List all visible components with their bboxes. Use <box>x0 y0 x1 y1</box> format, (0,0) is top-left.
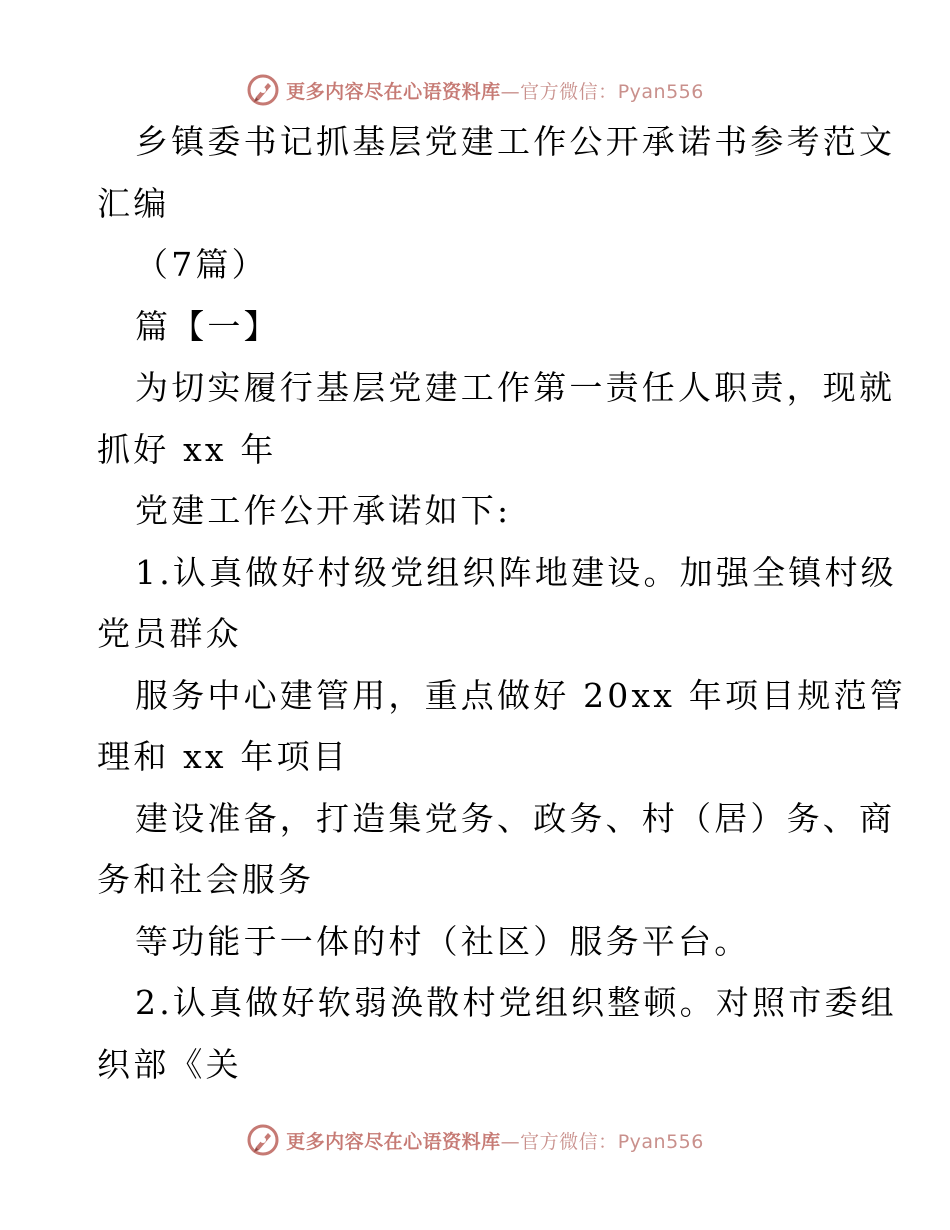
paragraph-line: 2.认真做好软弱涣散村党组织整顿。对照市委组 <box>135 983 897 1022</box>
paragraph-line: 服务中心建管用，重点做好 20xx 年项目规范管 <box>135 675 906 715</box>
paragraph-line: 抓好 xx 年 <box>97 429 277 469</box>
doc-title-line-1: 乡镇委书记抓基层党建工作公开承诺书参考范文 <box>135 122 896 161</box>
watermark-brand: 更多内容尽在心语资料库 <box>286 1130 501 1153</box>
paragraph-line: 为切实履行基层党建工作第一责任人职责，现就 <box>135 368 896 407</box>
paragraph-line: 党建工作公开承诺如下: <box>135 491 512 530</box>
doc-subtitle: （7篇） <box>135 245 268 284</box>
footer-watermark <box>0 1120 950 1160</box>
paragraph-line: 织部《关 <box>97 1044 242 1084</box>
watermark-wechat-label: 官方微信： <box>520 1130 618 1153</box>
paragraph-line: 等功能于一体的村（社区）服务平台。 <box>135 921 751 961</box>
watermark-wechat-label: 官方微信： <box>520 80 618 103</box>
paragraph-line: 理和 xx 年项目 <box>97 737 350 776</box>
watermark-text <box>286 77 704 104</box>
watermark-text <box>286 1127 704 1154</box>
doc-title-line-2: 汇编 <box>97 183 170 223</box>
watermark-brand: 更多内容尽在心语资料库 <box>286 80 501 103</box>
pen-logo-icon <box>246 73 280 107</box>
paragraph-line: 务和社会服务 <box>97 860 315 899</box>
watermark-dash: — <box>500 1130 521 1153</box>
pen-logo-icon <box>246 1123 280 1157</box>
header-watermark <box>0 70 950 110</box>
document-body <box>97 122 906 1106</box>
paragraph-line: 党员群众 <box>97 614 242 653</box>
watermark-dash: — <box>500 80 521 103</box>
paragraph-line: 1.认真做好村级党组织阵地建设。加强全镇村级 <box>135 552 897 592</box>
section-heading: 篇【一】 <box>135 306 280 346</box>
watermark-wechat-id: Pyan556 <box>617 80 704 103</box>
watermark-wechat-id: Pyan556 <box>617 1130 704 1153</box>
paragraph-line: 建设准备，打造集党务、政务、村（居）务、商 <box>135 798 896 838</box>
